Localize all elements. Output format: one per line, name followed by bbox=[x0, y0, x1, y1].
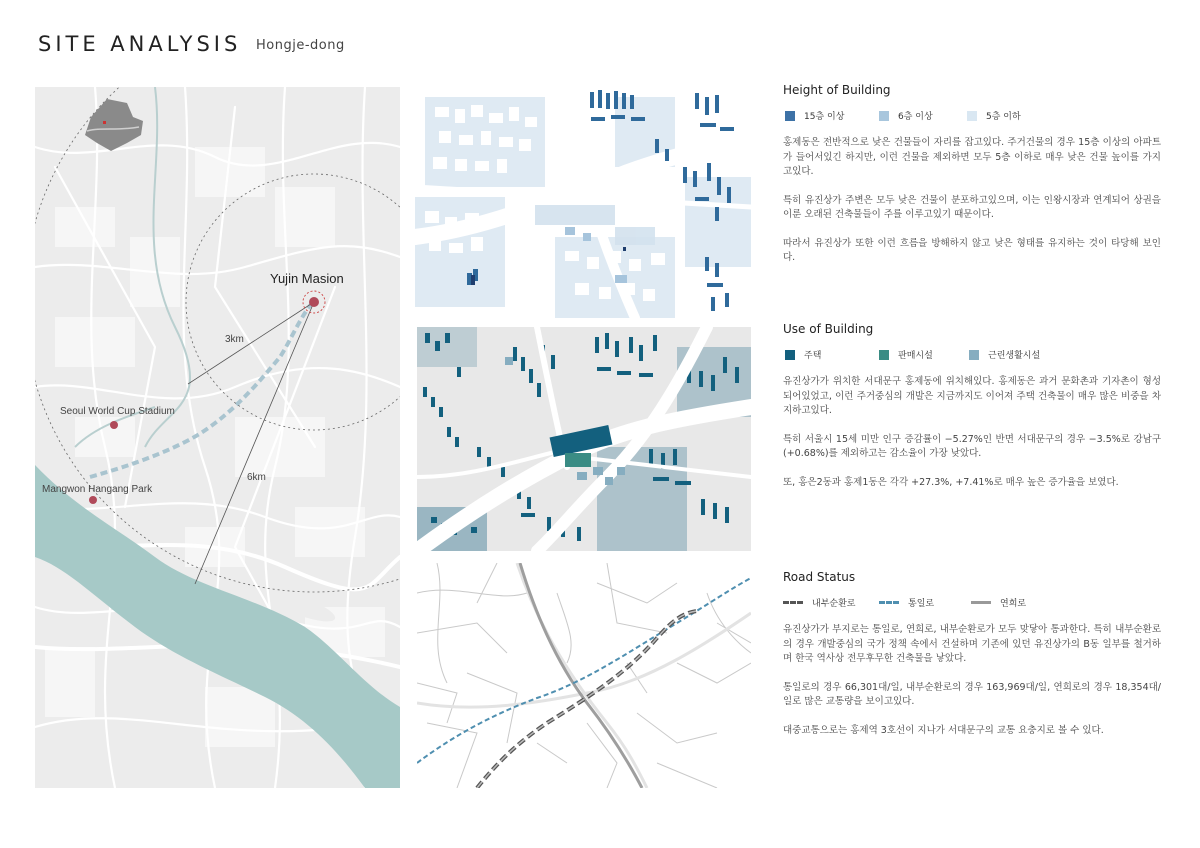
use-paragraph: 특히 서울시 15세 미만 인구 증감률이 −5.27%인 반면 서대문구의 경우 −3.5%로 강남구(+0.68%)를 제외하고는 감소율이 가장 낮았다. bbox=[783, 433, 1161, 459]
location-map[interactable] bbox=[35, 87, 400, 788]
legend-height-15 bbox=[785, 109, 844, 122]
legend-use-neighborhood bbox=[969, 348, 1040, 361]
legend-road-inner-ring bbox=[783, 596, 855, 609]
legend-label: 판매시설 bbox=[898, 351, 933, 361]
legend-label: 5층 이하 bbox=[986, 112, 1021, 122]
road-paragraph: 통일로의 경우 66,301대/일, 내부순환로의 경우 163,969대/일, 연희로의 경우 18,354대/일로 많은 교통량을 보이고있다. bbox=[783, 681, 1161, 707]
page-title: SITE ANALYSIS bbox=[38, 32, 242, 56]
use-section bbox=[783, 322, 1161, 504]
height-paragraph: 따라서 유진상가 또한 이런 흐름을 방해하지 않고 낮은 형태를 유지하는 것이 타당해 보인다. bbox=[783, 237, 1161, 263]
stadium-label: Seoul World Cup Stadium bbox=[60, 406, 175, 417]
swatch-icon bbox=[967, 111, 977, 121]
page-subtitle: Hongje-dong bbox=[256, 38, 345, 53]
legend-label: 연희로 bbox=[1000, 599, 1027, 609]
solid-line-icon bbox=[971, 601, 991, 604]
building-use-map[interactable] bbox=[417, 327, 751, 551]
height-paragraph: 홍제동은 전반적으로 낮은 건물들이 자리를 잡고있다. 주거건물의 경우 15층 이상의 아파트가 들어서있긴 하지만, 이런 건물을 제외하면 모두 5층 이하로 매우 낮은 건물 높이를 가지고있다. bbox=[783, 137, 1161, 177]
radius-6km-label: 6km bbox=[247, 472, 266, 483]
legend-height-5 bbox=[967, 109, 1021, 122]
road-legend bbox=[783, 596, 1161, 610]
legend-road-yeonhui bbox=[971, 596, 1026, 609]
site-marker[interactable] bbox=[309, 297, 319, 307]
road-section-title: Road Status bbox=[783, 570, 856, 584]
site-label: Yujin Masion bbox=[270, 271, 344, 286]
building-height-canvas bbox=[415, 87, 751, 318]
swatch-icon bbox=[969, 350, 979, 360]
legend-label: 주택 bbox=[804, 351, 822, 361]
legend-height-6 bbox=[879, 109, 933, 122]
road-status-map[interactable] bbox=[417, 563, 751, 788]
radius-3km-label: 3km bbox=[225, 334, 244, 345]
legend-road-tongil bbox=[879, 596, 934, 609]
location-map-canvas bbox=[35, 87, 400, 788]
dashed-line-icon bbox=[783, 601, 803, 604]
legend-label: 6층 이상 bbox=[898, 112, 933, 122]
swatch-icon bbox=[785, 111, 795, 121]
legend-label: 15층 이상 bbox=[804, 112, 845, 122]
use-paragraph: 또, 홍은2동과 홍제1동은 각각 +27.3%, +7.41%로 매우 높은 증가율을 보였다. bbox=[783, 476, 1119, 488]
market-building bbox=[565, 453, 591, 467]
swatch-icon bbox=[785, 350, 795, 360]
height-section-title: Height of Building bbox=[783, 83, 891, 97]
road-paragraph: 유진상가가 부지로는 통일로, 연희로, 내부순환로가 모두 맞닿아 통과한다. 특히 내부순환로의 경우 개발중심의 국가 정책 속에서 건설하며 기존에 있던 유진상가의 B동 일부를 철거하며 한국 역사상 전무후무한 건축물을 낳았다. bbox=[783, 624, 1161, 664]
swatch-icon bbox=[879, 350, 889, 360]
building-use-canvas bbox=[417, 327, 751, 551]
road-section bbox=[783, 570, 1161, 752]
legend-label: 근린생활시설 bbox=[988, 351, 1041, 361]
use-section-title: Use of Building bbox=[783, 322, 874, 336]
park-label: Mangwon Hangang Park bbox=[42, 484, 153, 495]
legend-use-housing bbox=[785, 348, 821, 361]
stadium-marker[interactable] bbox=[110, 421, 118, 429]
road-status-canvas bbox=[417, 563, 751, 788]
use-paragraph: 유진상가가 위치한 서대문구 홍제동에 위치해있다. 홍제동은 과거 문화촌과 기자촌이 형성되어있었고, 이런 주거중심의 개발은 지금까지도 이어져 주택 건축물이 매우 많은 비중을 차지하고있다. bbox=[783, 376, 1161, 416]
park-marker[interactable] bbox=[89, 496, 97, 504]
legend-label: 통일로 bbox=[908, 599, 935, 609]
swatch-icon bbox=[879, 111, 889, 121]
road-paragraph: 대중교통으로는 홍제역 3호선이 지나가 서대문구의 교통 요충지로 볼 수 있다. bbox=[783, 724, 1104, 736]
height-legend bbox=[783, 109, 1161, 123]
legend-label: 내부순환로 bbox=[812, 599, 856, 609]
dashed-line-icon bbox=[879, 601, 899, 604]
building-height-map[interactable] bbox=[415, 87, 751, 318]
use-legend bbox=[783, 348, 1161, 362]
legend-use-sales bbox=[879, 348, 933, 361]
height-section bbox=[783, 83, 1161, 280]
height-paragraph: 특히 유진상가 주변은 모두 낮은 건물이 분포하고있으며, 이는 인왕시장과 연계되어 상권을 이룬 오래된 건축물들이 주를 이루고있기 때문이다. bbox=[783, 194, 1161, 220]
